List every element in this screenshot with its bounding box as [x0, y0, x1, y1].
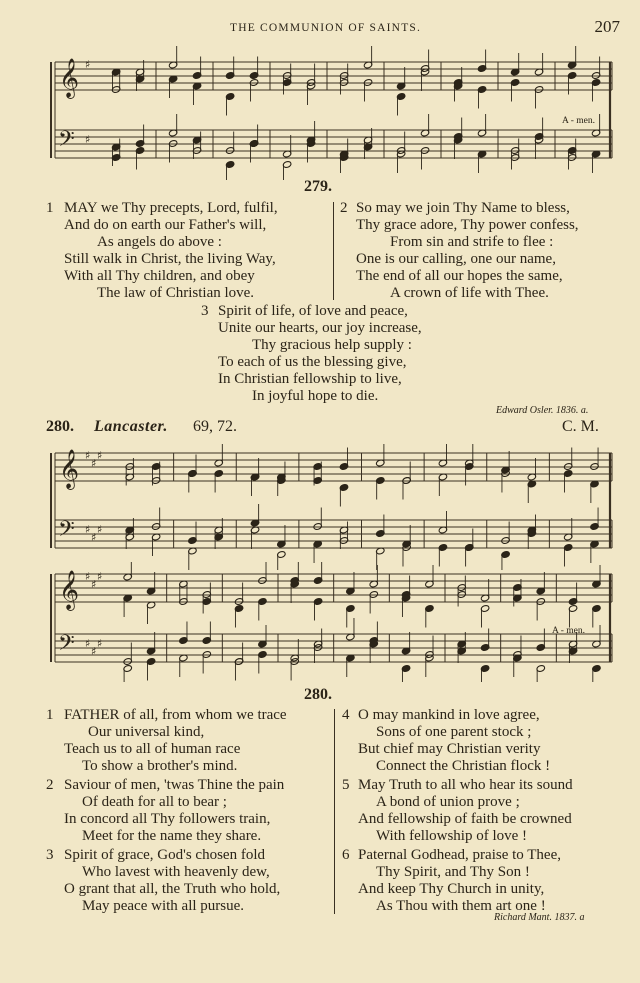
- sharp-icon: ♯: [97, 637, 103, 650]
- verse-line: But chief may Christian verity: [358, 741, 541, 757]
- sharp-icon: ♯: [97, 449, 103, 462]
- stanza-number: 1: [46, 200, 54, 216]
- verse-line: Connect the Christian flock !: [376, 758, 551, 774]
- sharp-icon: ♯: [85, 58, 91, 71]
- verse-line: Sons of one parent stock ;: [376, 724, 532, 740]
- sharp-icon: ♯: [97, 523, 103, 536]
- tune-reference: 69, 72.: [193, 418, 237, 435]
- amen-label-top: A - men.: [562, 116, 595, 126]
- hymn-280-number: 280.: [304, 686, 332, 703]
- verse-line: In Christian fellowship to live,: [218, 371, 402, 387]
- verse-line: The law of Christian love.: [97, 285, 255, 301]
- verse-line: Thy gracious help supply :: [252, 337, 412, 353]
- sharp-icon: ♯: [85, 570, 91, 583]
- verse-line: To each of us the blessing give,: [218, 354, 407, 370]
- sharp-icon: ♯: [85, 449, 91, 462]
- verse-line: With all Thy children, and obey: [64, 268, 255, 284]
- tune-name: Lancaster.: [94, 418, 168, 435]
- verse-line: With fellowship of love !: [376, 828, 528, 844]
- verse-line: Saviour of men, 'twas Thine the pain: [64, 777, 285, 793]
- stanza-number: 2: [46, 777, 54, 793]
- verse-line: May Truth to all who hear its sound: [358, 777, 573, 793]
- sharp-icon: ♯: [91, 531, 97, 544]
- sharp-icon: ♯: [85, 523, 91, 536]
- author-credit-279: Edward Osler. 1836. a.: [496, 405, 589, 416]
- stanza-number: 4: [342, 707, 350, 723]
- verse-line: Spirit of grace, God's chosen fold: [64, 847, 265, 863]
- bass-clef-icon: 𝄢: [58, 631, 75, 661]
- sharp-icon: ♯: [91, 457, 97, 470]
- verse-line: Teach us to all of human race: [64, 741, 241, 757]
- running-head: THE COMMUNION OF SAINTS.: [230, 22, 422, 34]
- verse-line: Our universal kind,: [88, 724, 205, 740]
- verse-line: From sin and strife to flee :: [390, 234, 554, 250]
- verse-line: And do on earth our Father's will,: [64, 217, 267, 233]
- tune-meter: C. M.: [562, 418, 599, 435]
- page-number: 207: [594, 17, 620, 36]
- stanza-number: 2: [340, 200, 348, 216]
- sharp-icon: ♯: [85, 133, 91, 146]
- column-divider: [334, 709, 335, 914]
- sharp-icon: ♯: [97, 570, 103, 583]
- music-system-top: [0, 0, 640, 180]
- treble-clef-icon: 𝄞: [59, 449, 80, 489]
- verse-line: A bond of union prove ;: [376, 794, 520, 810]
- verse-line: As Thou with them art one !: [376, 898, 546, 914]
- bass-clef-icon: 𝄢: [58, 517, 75, 547]
- stanza-number: 1: [46, 707, 54, 723]
- music-system-280a: [0, 440, 640, 570]
- verse-line: In concord all Thy followers train,: [64, 811, 271, 827]
- hymn-280-stanzas: [0, 707, 640, 922]
- stanza-number: 6: [342, 847, 350, 863]
- stanza-number: 5: [342, 777, 350, 793]
- sharp-icon: ♯: [85, 637, 91, 650]
- verse-line: A crown of life with Thee.: [390, 285, 549, 301]
- sharp-icon: ♯: [91, 645, 97, 658]
- treble-clef-icon: 𝄞: [59, 58, 80, 98]
- verse-line: May peace with all pursue.: [82, 898, 245, 914]
- verse-line: Who lavest with heavenly dew,: [82, 864, 270, 880]
- amen-label-280: A - men.: [552, 626, 585, 636]
- verse-line: FATHER of all, from whom we trace: [64, 707, 287, 723]
- verse-line: MAY we Thy precepts, Lord, fulfil,: [64, 200, 278, 216]
- verse-line: Unite our hearts, our joy increase,: [218, 320, 422, 336]
- bass-clef-icon: 𝄢: [58, 127, 75, 157]
- verse-line: Spirit of life, of love and peace,: [218, 303, 408, 319]
- verse-line: Thy Spirit, and Thy Son !: [376, 864, 530, 880]
- hymn-279-number: 279.: [304, 178, 332, 195]
- sharp-icon: ♯: [91, 578, 97, 591]
- music-system-280b: [0, 562, 640, 682]
- verse-line: Of death for all to bear ;: [82, 794, 227, 810]
- verse-line: Thy grace adore, Thy power confess,: [356, 217, 579, 233]
- tune-280-number: 280.: [46, 418, 74, 435]
- verse-line: One is our calling, one our name,: [356, 251, 556, 267]
- stanza-number: 3: [46, 847, 54, 863]
- hymn-279-stanza-3: [0, 303, 640, 413]
- verse-line: In joyful hope to die.: [252, 388, 379, 404]
- verse-line: Paternal Godhead, praise to Thee,: [358, 847, 561, 863]
- verse-line: As angels do above :: [97, 234, 222, 250]
- verse-line: Meet for the name they share.: [82, 828, 262, 844]
- verse-line: To show a brother's mind.: [82, 758, 238, 774]
- verse-line: And keep Thy Church in unity,: [358, 881, 545, 897]
- stanza-number: 3: [201, 303, 209, 319]
- verse-line: So may we join Thy Name to bless,: [356, 200, 570, 216]
- hymn-279-stanzas-1-2: [0, 200, 640, 310]
- column-divider: [333, 202, 334, 300]
- verse-line: Still walk in Christ, the living Way,: [64, 251, 276, 267]
- verse-line: O grant that all, the Truth who hold,: [64, 881, 281, 897]
- treble-clef-icon: 𝄞: [59, 570, 80, 610]
- author-credit-280: Richard Mant. 1837. a: [494, 912, 585, 923]
- verse-line: And fellowship of faith be crowned: [358, 811, 572, 827]
- verse-line: The end of all our hopes the same,: [356, 268, 563, 284]
- verse-line: O may mankind in love agree,: [358, 707, 540, 723]
